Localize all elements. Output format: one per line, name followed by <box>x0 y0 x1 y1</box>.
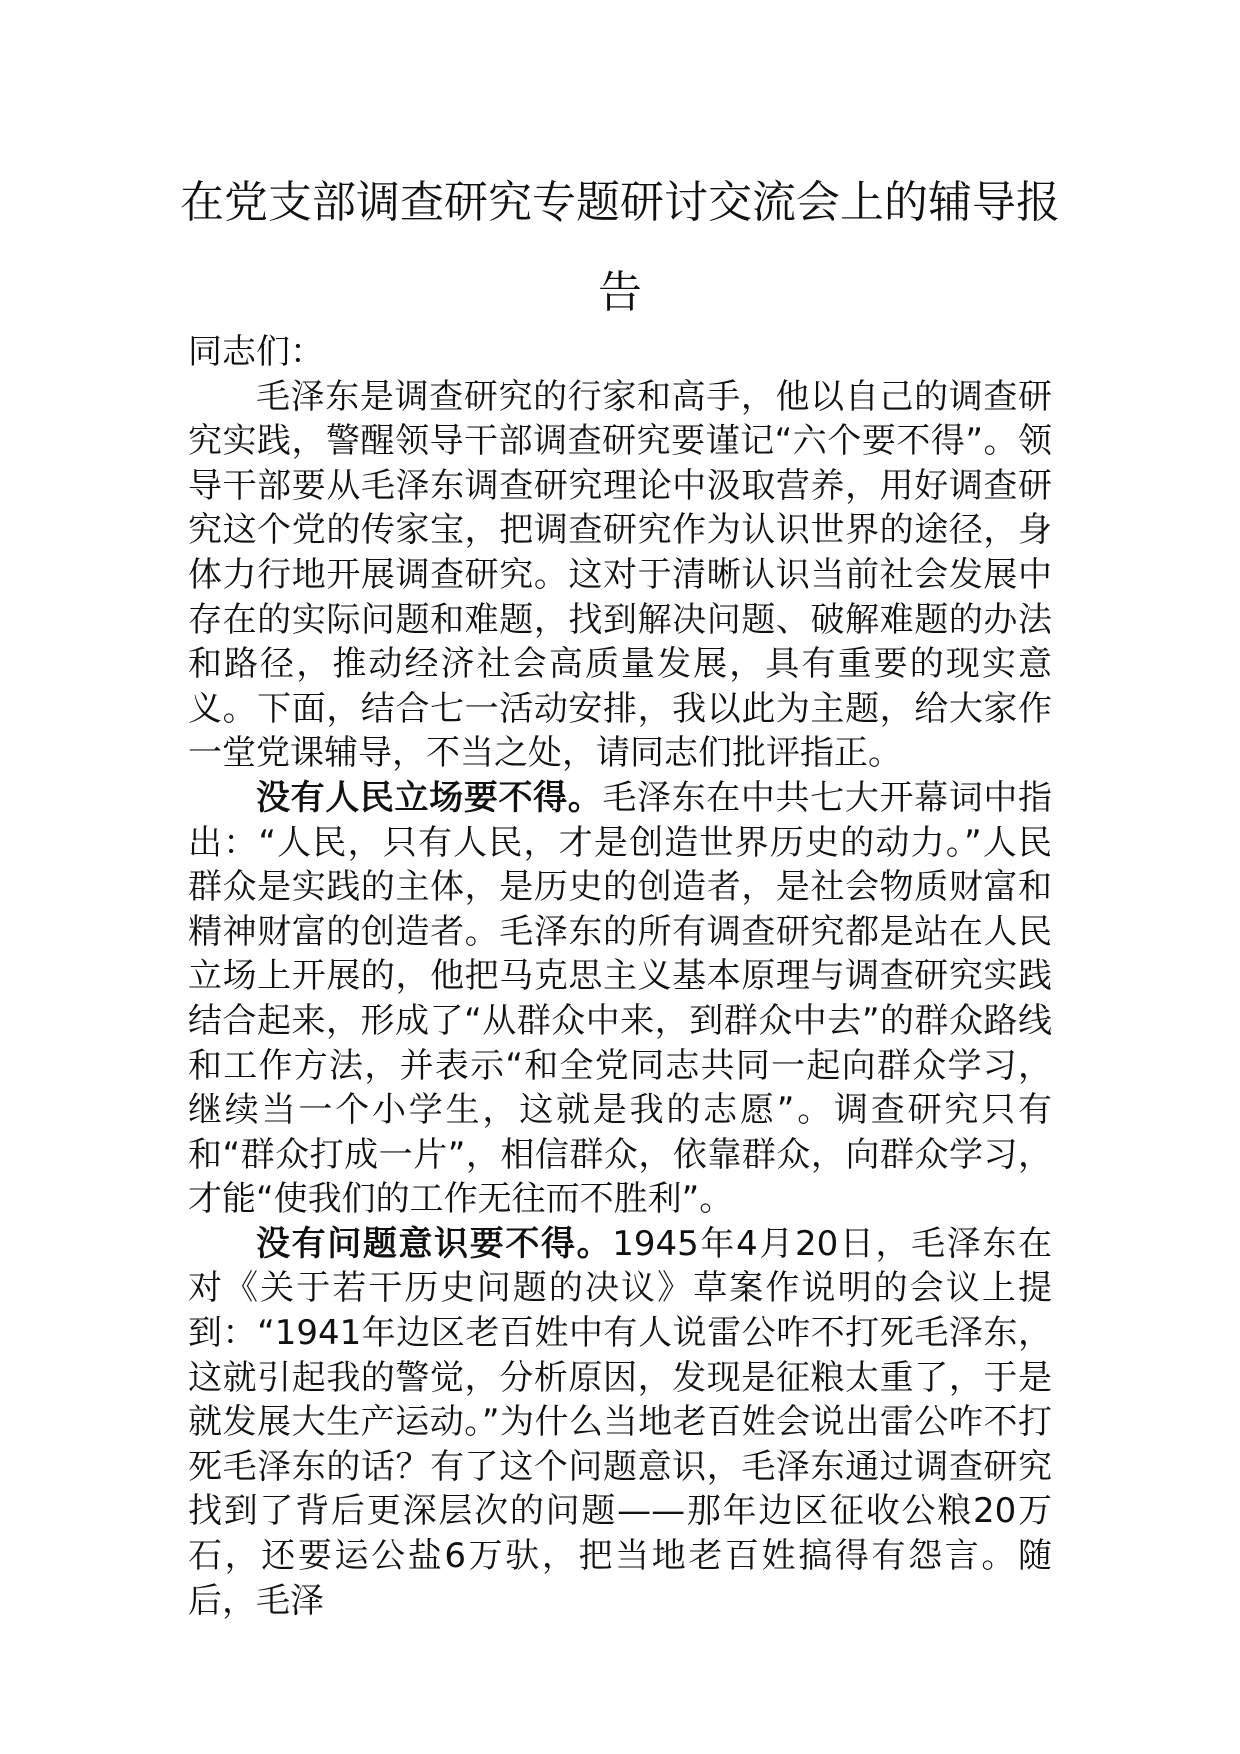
paragraph-problem-awareness <box>188 1222 1052 1623</box>
paragraph-people-stance <box>188 776 1052 1222</box>
paragraph-text: 1945年4月20日，毛泽东在对《关于若干历史问题的决议》草案作说明的会议上提到：“1941年边区老百姓中有人说雷公咋不打死毛泽东，这就引起我的警觉，分析原因，发现是征粮太重了，于是就发展大生产运动。”为什么当地老百姓会说出雷公咋不打死毛泽东的话？有了这个问题意识，毛泽东通过调查研究找到了背后更深层次的问题——那年边区征收公粮20万石，还要运公盐6万驮，把当地老百姓搞得有怨言。随后，毛泽 <box>188 1223 1052 1621</box>
document-title: 在党支部调查研究专题研讨交流会上的辅导报告 <box>180 177 1060 318</box>
paragraph-intro <box>188 375 1052 776</box>
salutation: 同志们： <box>188 332 324 372</box>
section-heading: 没有问题意识要不得。 <box>256 1223 613 1264</box>
section-heading: 没有人民立场要不得。 <box>256 777 603 818</box>
paragraph-text: 毛泽东是调查研究的行家和高手，他以自己的调查研究实践，警醒领导干部调查研究要谨记“六个要不得”。领导干部要从毛泽东调查研究理论中汲取营养，用好调查研究这个党的传家宝，把调查研究作为认识世界的途径，身体力行地开展调查研究。这对于清晰认识当前社会发展中存在的实际问题和难题，找到解决问题、破解难题的办法和路径，推动经济社会高质量发展，具有重要的现实意义。下面，结合七一活动安排，我以此为主题，给大家作一堂党课辅导，不当之处，请同志们批评指正。 <box>188 376 1052 774</box>
document-body <box>188 330 1052 1623</box>
paragraph-text: 毛泽东在中共七大开幕词中指出：“人民，只有人民，才是创造世界历史的动力。”人民群众是实践的主体，是历史的创造者，是社会物质财富和精神财富的创造者。毛泽东的所有调查研究都是站在人民立场上开展的，他把马克思主义基本原理与调查研究实践结合起来，形成了“从群众中来，到群众中去”的群众路线和工作方法，并表示“和全党同志共同一起向群众学习，继续当一个小学生，这就是我的志愿”。调查研究只有和“群众打成一片”，相信群众，依靠群众，向群众学习，才能“使我们的工作无往而不胜利”。 <box>188 777 1053 1220</box>
